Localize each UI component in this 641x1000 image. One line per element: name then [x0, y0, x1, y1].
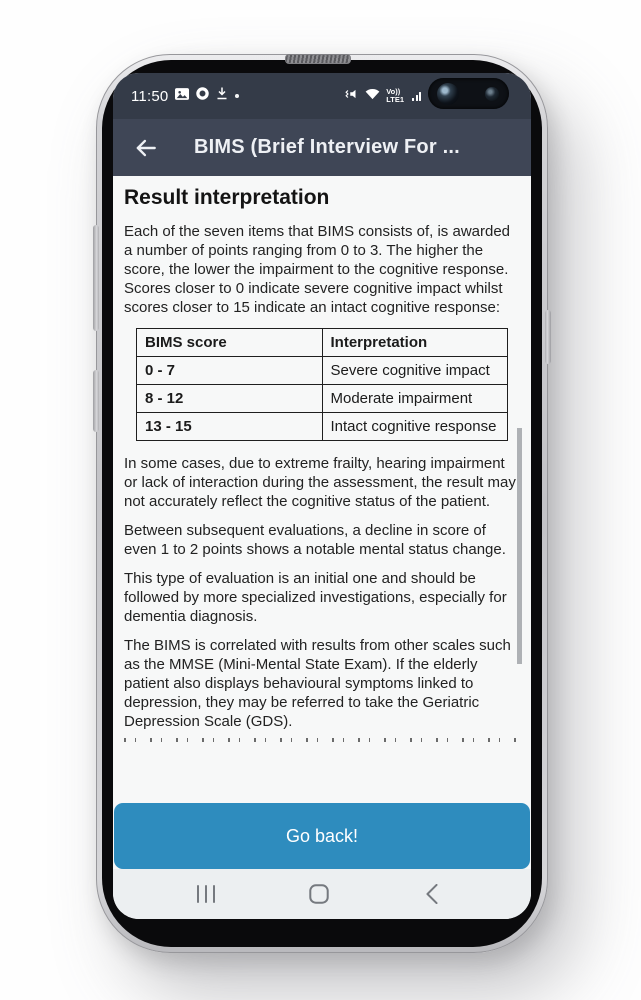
clock: 11:50: [131, 87, 169, 105]
article-scroll-area[interactable]: [113, 176, 531, 803]
circle-o-icon: [196, 87, 209, 105]
phone-screen: [113, 73, 531, 919]
bixby-button: [93, 370, 99, 432]
intro-paragraph: Each of the seven items that BIMS consists of, is awarded a number of points ranging from 0 to 3. The higher the score, the lower the impairment to the cognitive response. Scores closer to 0 indicate severe cognitive impact whilst scores closer to 15 indicate an intact cognitive response:: [124, 223, 511, 316]
back-arrow-icon[interactable]: [133, 135, 159, 161]
camera-cutout: [428, 78, 509, 109]
power-button: [545, 310, 551, 364]
image-icon: [175, 87, 189, 105]
score-range-cell: 8 - 12: [137, 385, 323, 413]
earpiece-speaker: [285, 54, 351, 64]
lte-label: LTE1: [386, 95, 404, 104]
scrollbar-thumb[interactable]: [517, 428, 522, 664]
body-paragraph: In some cases, due to extreme frailty, hearing impairment or lack of interaction during the assessment, the result may not accurately reflect the cognitive status of the patient.: [124, 455, 516, 510]
phone-device: [96, 54, 548, 953]
android-nav-bar: [113, 869, 531, 919]
table-row: [137, 413, 508, 441]
home-icon[interactable]: [306, 881, 332, 907]
section-heading: Result interpretation: [124, 186, 330, 209]
table-header-interpretation: Interpretation: [322, 329, 508, 357]
table-header-score: BIMS score: [137, 329, 323, 357]
table-row: [137, 385, 508, 413]
interpretation-cell: Intact cognitive response: [322, 413, 508, 441]
wifi-icon: [365, 87, 380, 105]
recent-apps-icon[interactable]: [193, 881, 219, 907]
status-bar-left: [131, 87, 239, 105]
score-range-cell: 13 - 15: [137, 413, 323, 441]
status-bar-right: [345, 87, 421, 106]
go-back-button[interactable]: Go back!: [114, 803, 530, 869]
clipped-text-line: [124, 738, 516, 742]
signal-bars-icon: [412, 92, 421, 101]
score-range-cell: 0 - 7: [137, 357, 323, 385]
table-row: [137, 357, 508, 385]
network-type-label: [386, 88, 404, 104]
body-paragraph: This type of evaluation is an initial one and should be followed by more specialized investigations, especially for dementia diagnosis.: [124, 570, 507, 625]
dot-icon: [235, 94, 239, 98]
body-paragraph: Between subsequent evaluations, a decline in score of even 1 to 2 points shows a notable mental status change.: [124, 522, 506, 558]
interpretation-cell: Severe cognitive impact: [322, 357, 508, 385]
body-paragraph: The BIMS is correlated with results from other scales such as the MMSE (Mini-Mental State Exam). If the elderly patient also displays behavioural symptoms linked to depression, they may be referred to take the Geriatric Depression Scale (GDS).: [124, 637, 511, 730]
volume-button: [93, 225, 99, 331]
volte-label: Vo)): [386, 87, 401, 96]
table-header-row: [137, 329, 508, 357]
front-camera-depth-lens: [485, 87, 499, 101]
back-icon[interactable]: [419, 881, 445, 907]
front-camera-main-lens: [437, 83, 459, 105]
mute-vibrate-icon: [345, 87, 359, 106]
app-bar: [113, 119, 531, 176]
interpretation-cell: Moderate impairment: [322, 385, 508, 413]
download-icon: [216, 87, 228, 105]
page-title: BIMS (Brief Interview For ...: [194, 136, 460, 158]
bims-score-table: [136, 328, 508, 441]
phone-bezel: [102, 60, 542, 947]
